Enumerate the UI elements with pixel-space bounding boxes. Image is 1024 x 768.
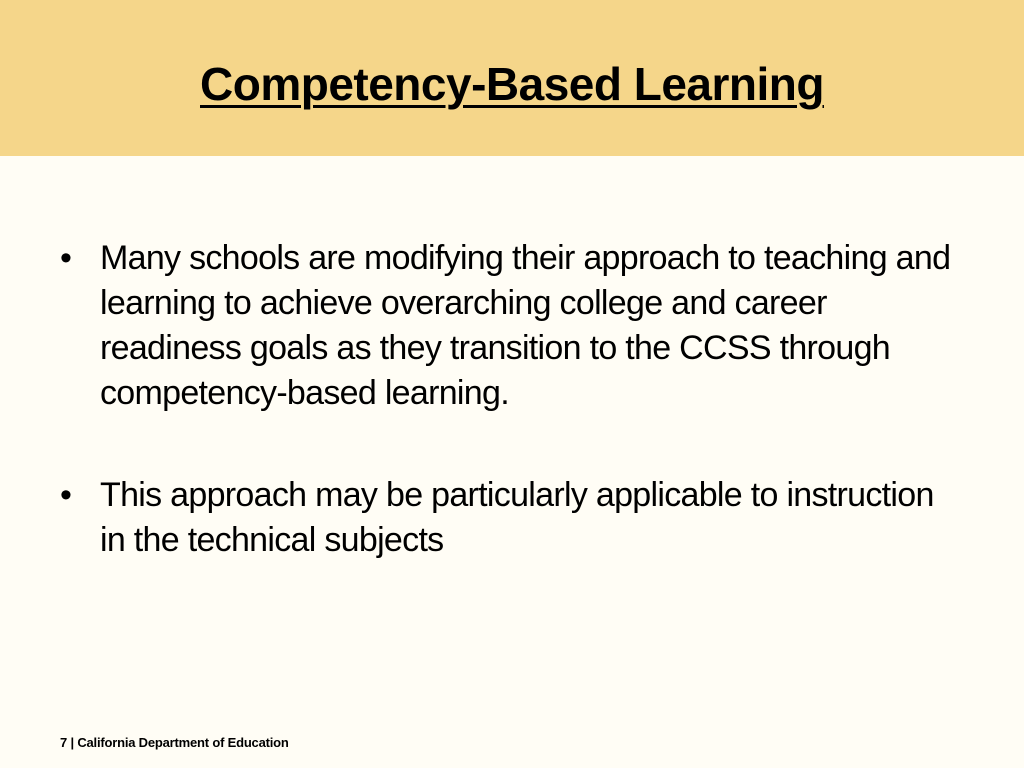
footer-organization: California Department of Education (77, 735, 289, 750)
bullet-dot-icon: • (60, 476, 72, 514)
footer-separator: | (70, 735, 74, 750)
bullet-list (60, 236, 960, 563)
bullet-text: Many schools are modifying their approach to teaching and learning to achieve overarching college and career readiness goals as they transition to the CCSS through competency-based learning. (100, 239, 951, 412)
bullet-item (60, 473, 960, 563)
page-number: 7 (60, 735, 68, 750)
bullet-dot-icon: • (60, 239, 72, 277)
slide-title: Competency-Based Learning (200, 58, 824, 110)
slide-title-container (0, 54, 1024, 114)
bullet-item (60, 236, 960, 416)
slide-footer (60, 734, 289, 752)
bullet-text: This approach may be particularly applicable to instruction in the technical subjects (100, 476, 934, 559)
